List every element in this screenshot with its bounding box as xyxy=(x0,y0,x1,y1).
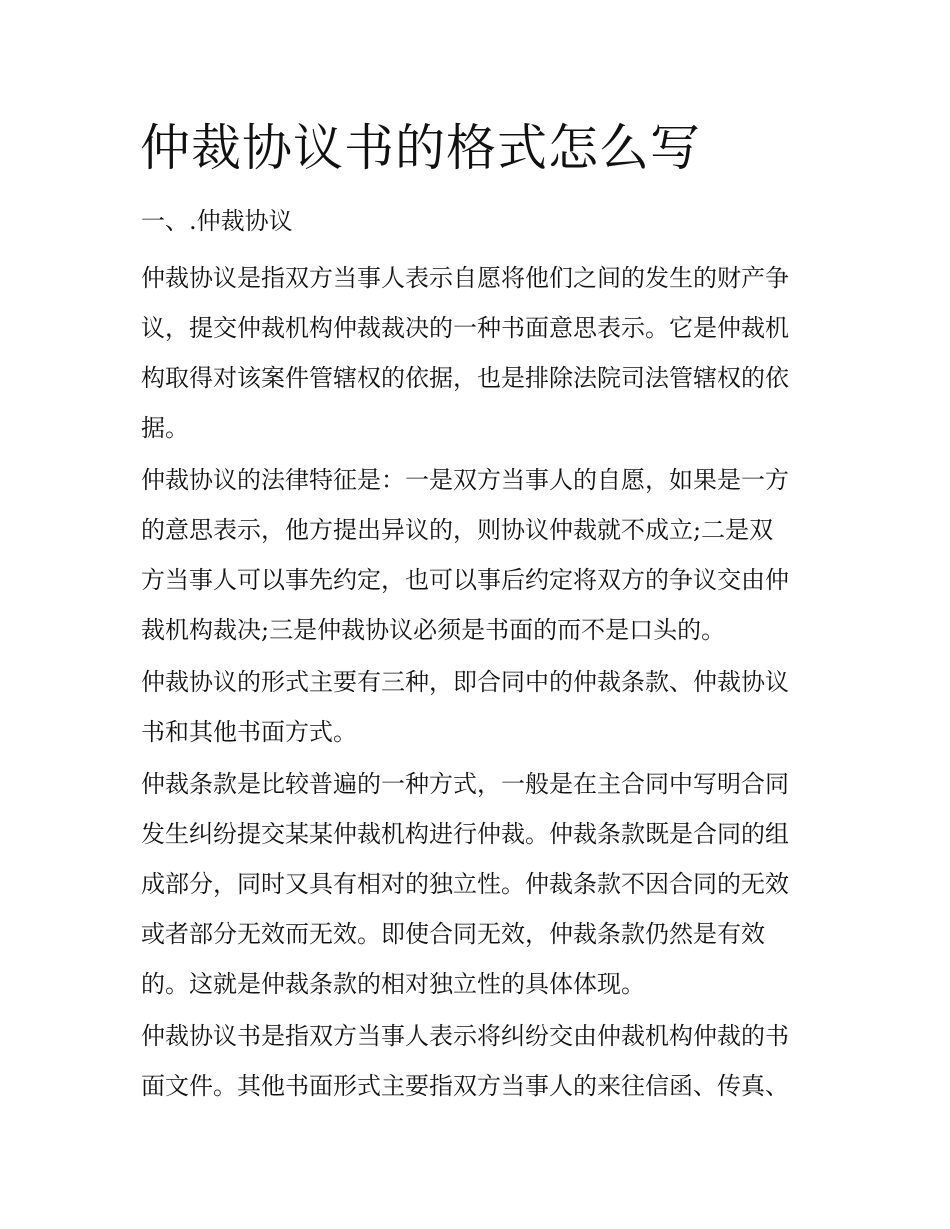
text-line: 议，提交仲裁机构仲裁裁决的一种书面意思表示。它是仲裁机 xyxy=(141,314,789,342)
text-line: 书和其他书面方式。 xyxy=(141,718,357,746)
document-body xyxy=(141,253,821,1113)
text-line: 方当事人可以事先约定，也可以事后约定将双方的争议交由仲 xyxy=(141,566,789,594)
text-line: 仲裁协议是指双方当事人表示自愿将他们之间的发生的财产争 xyxy=(141,264,789,292)
text-line: 裁机构裁决;三是仲裁协议必须是书面的而不是口头的。 xyxy=(141,616,726,644)
text-line: 仲裁协议书是指双方当事人表示将纠纷交由仲裁机构仲裁的书 xyxy=(141,1022,789,1050)
text-line: 仲裁协议的形式主要有三种，即合同中的仲裁条款、仲裁协议 xyxy=(141,668,789,696)
text-line: 的意思表示，他方提出异议的，则协议仲裁就不成立;二是双 xyxy=(141,516,774,544)
text-line: 据。 xyxy=(141,414,189,442)
text-line: 仲裁协议的法律特征是：一是双方当事人的自愿，如果是一方 xyxy=(141,466,789,494)
document-title: 仲裁协议书的格式怎么写 xyxy=(140,119,701,177)
paragraph-forms xyxy=(141,657,821,757)
paragraph-definition xyxy=(141,253,821,453)
text-line: 面文件。其他书面形式主要指双方当事人的来往信函、传真、 xyxy=(141,1072,789,1100)
section-heading: 一、.仲裁协议 xyxy=(141,207,293,235)
text-line: 或者部分无效而无效。即使合同无效，仲裁条款仍然是有效 xyxy=(141,920,765,948)
text-line: 构取得对该案件管辖权的依据，也是排除法院司法管辖权的依 xyxy=(141,364,789,392)
paragraph-arbitration-clause xyxy=(141,759,821,1009)
text-line: 仲裁条款是比较普遍的一种方式，一般是在主合同中写明合同 xyxy=(141,770,789,798)
text-line: 的。这就是仲裁条款的相对独立性的具体体现。 xyxy=(141,970,645,998)
paragraph-legal-features xyxy=(141,455,821,655)
text-line: 发生纠纷提交某某仲裁机构进行仲裁。仲裁条款既是合同的组 xyxy=(141,820,789,848)
paragraph-agreement-document xyxy=(141,1011,821,1111)
text-line: 成部分，同时又具有相对的独立性。仲裁条款不因合同的无效 xyxy=(141,870,789,898)
